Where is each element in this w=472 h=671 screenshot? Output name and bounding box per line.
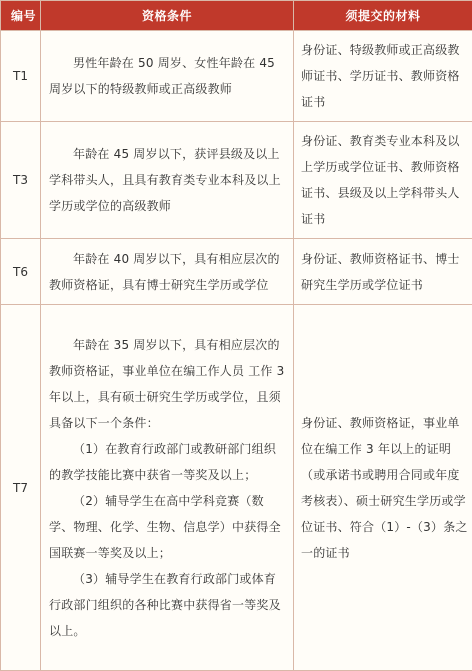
header-code: 编号 [1, 1, 41, 31]
table-row [1, 31, 472, 122]
materials-text: 身份证、特级教师或正高级教师证书、学历证书、教师资格证书 [301, 37, 468, 115]
table-row [1, 305, 472, 671]
condition-text: 年龄在 40 周岁以下，具有相应层次的教师资格证，具有博士研究生学历或学位 [49, 246, 287, 298]
table-row [1, 239, 472, 305]
condition-text: 年龄在 35 周岁以下，具有相应层次的教师资格证，事业单位在编工作人员 工作 3 年以上，具有硕士研究生学历或学位，且须具备以下一个条件： [49, 332, 287, 436]
condition-item-3: （3）辅导学生在教育行政部门或体育行政部门组织的各种比赛中获得省一等奖及以上。 [49, 566, 287, 644]
row-code: T7 [1, 305, 41, 671]
materials-text: 身份证、教师资格证书、博士研究生学历或学位证书 [301, 246, 468, 298]
condition-item-1: （1）在教育行政部门或教研部门组织的教学技能比赛中获省一等奖及以上； [49, 436, 287, 488]
materials-text: 身份证、教育类专业本科及以上学历或学位证书、教师资格证书、县级及以上学科带头人证书 [301, 128, 468, 232]
condition-text: 年龄在 45 周岁以下，获评县级及以上学科带头人，且具有教育类专业本科及以上学历或学位的高级教师 [49, 141, 287, 219]
row-materials [294, 122, 472, 239]
table-row [1, 122, 472, 239]
row-code: T6 [1, 239, 41, 305]
row-conditions [41, 239, 294, 305]
row-code: T3 [1, 122, 41, 239]
row-code: T1 [1, 31, 41, 122]
row-materials [294, 31, 472, 122]
row-conditions [41, 31, 294, 122]
table-header-row [1, 1, 472, 31]
row-conditions [41, 122, 294, 239]
condition-item-2: （2）辅导学生在高中学科竞赛（数学、物理、化学、生物、信息学）中获得全国联赛一等奖及以上； [49, 488, 287, 566]
condition-text: 男性年龄在 50 周岁、女性年龄在 45 周岁以下的特级教师或正高级教师 [49, 50, 287, 102]
header-materials: 须提交的材料 [294, 1, 472, 31]
row-conditions [41, 305, 294, 671]
header-conditions: 资格条件 [41, 1, 294, 31]
row-materials [294, 239, 472, 305]
materials-text: 身份证、教师资格证，事业单位在编工作 3 年以上的证明（或承诺书或聘用合同或年度考核表）、硕士研究生学历或学位证书、符合（1）-（3）条之一的证书 [301, 410, 468, 566]
row-materials [294, 305, 472, 671]
